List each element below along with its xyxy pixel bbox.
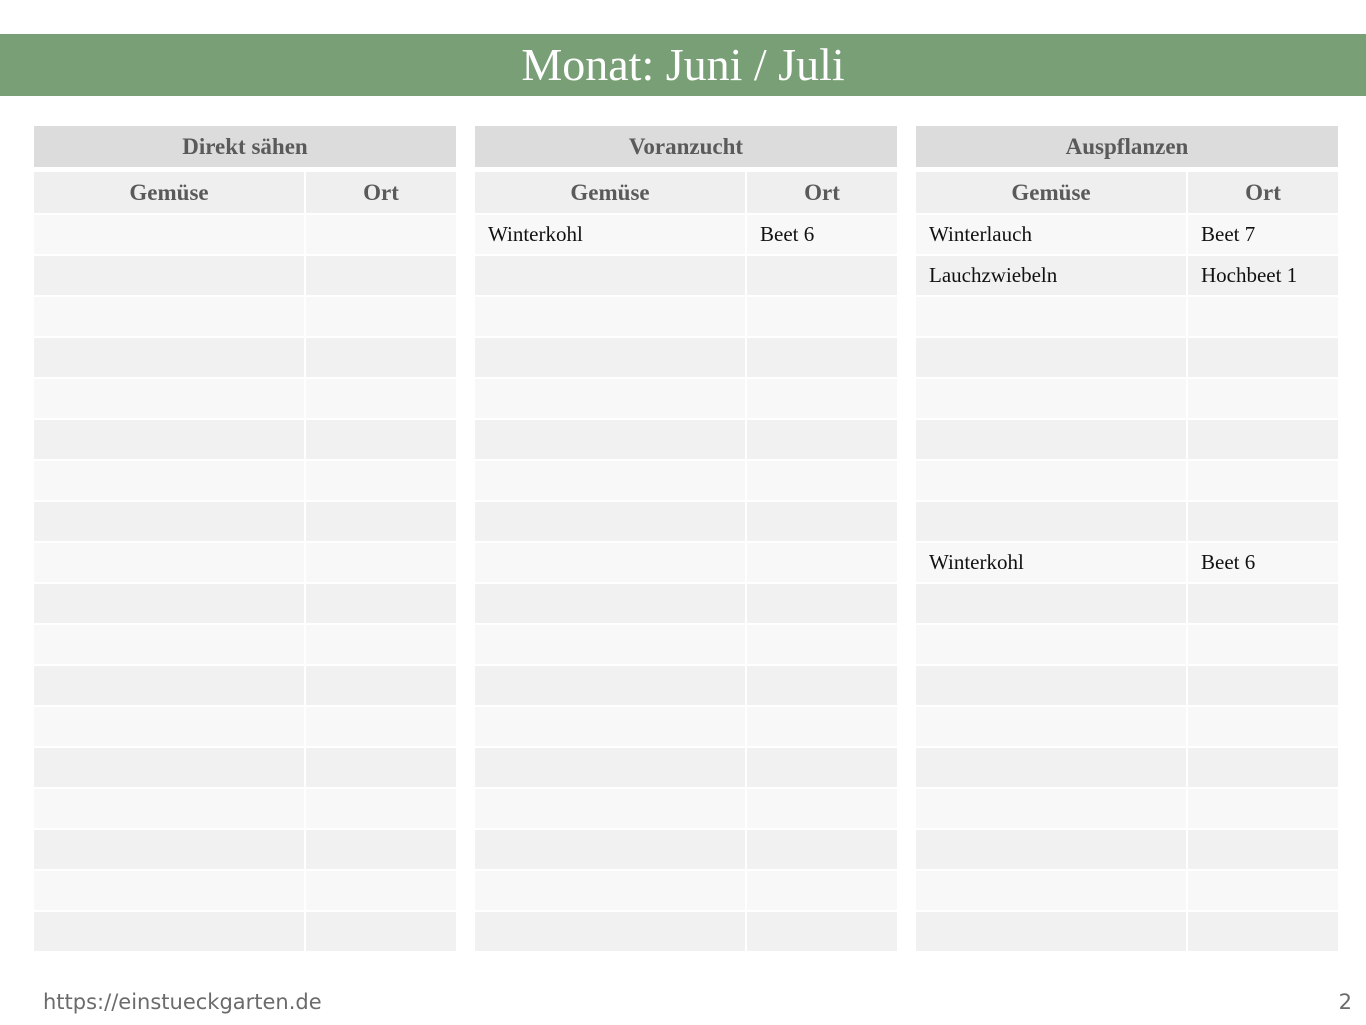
- table-row: [916, 379, 1338, 418]
- cell-location: [306, 256, 456, 295]
- cell-vegetable: [475, 256, 745, 295]
- cell-vegetable: [916, 584, 1186, 623]
- table-row: [34, 379, 456, 418]
- cell-location: [306, 830, 456, 869]
- table-row: [475, 789, 897, 828]
- table-row: [475, 256, 897, 295]
- cell-location: [1188, 748, 1338, 787]
- table-row: [916, 707, 1338, 746]
- table-row: [916, 584, 1338, 623]
- table-row: [475, 215, 897, 254]
- cell-vegetable: Winterkohl: [475, 215, 745, 254]
- cell-location: [306, 625, 456, 664]
- table-row: [475, 830, 897, 869]
- table-row: [916, 338, 1338, 377]
- table-row: [916, 420, 1338, 459]
- cell-vegetable: Winterkohl: [916, 543, 1186, 582]
- table-row: [916, 625, 1338, 664]
- cell-location: [747, 256, 897, 295]
- cell-vegetable: [916, 789, 1186, 828]
- cell-vegetable: [34, 502, 304, 541]
- cell-vegetable: [34, 912, 304, 951]
- cell-vegetable: [34, 666, 304, 705]
- cell-vegetable: [34, 871, 304, 910]
- table-row: [916, 748, 1338, 787]
- column-header-vegetable: Gemüse: [475, 172, 745, 213]
- cell-vegetable: [34, 625, 304, 664]
- cell-vegetable: [475, 338, 745, 377]
- cell-vegetable: [916, 666, 1186, 705]
- cell-vegetable: Winterlauch: [916, 215, 1186, 254]
- table-header: [34, 172, 456, 213]
- cell-location: Beet 6: [1188, 543, 1338, 582]
- cell-location: [747, 584, 897, 623]
- cell-location: [306, 789, 456, 828]
- cell-location: [306, 379, 456, 418]
- cell-vegetable: [34, 707, 304, 746]
- cell-vegetable: [916, 379, 1186, 418]
- table-row: [475, 871, 897, 910]
- cell-location: [1188, 297, 1338, 336]
- cell-vegetable: [475, 379, 745, 418]
- page-number: 2: [1338, 990, 1352, 1014]
- panel-auspflanzen: [916, 126, 1338, 953]
- cell-vegetable: [34, 584, 304, 623]
- cell-location: [747, 543, 897, 582]
- cell-location: [1188, 830, 1338, 869]
- cell-location: [1188, 461, 1338, 500]
- cell-location: [1188, 379, 1338, 418]
- cell-location: [747, 625, 897, 664]
- cell-location: [747, 338, 897, 377]
- table-row: [34, 256, 456, 295]
- cell-location: [1188, 420, 1338, 459]
- cell-location: [747, 666, 897, 705]
- table-row: [34, 543, 456, 582]
- cell-location: [747, 912, 897, 951]
- table-row: [916, 871, 1338, 910]
- cell-vegetable: [916, 871, 1186, 910]
- cell-vegetable: [34, 748, 304, 787]
- cell-vegetable: [475, 871, 745, 910]
- cell-location: [1188, 666, 1338, 705]
- cell-location: [306, 215, 456, 254]
- table-row: [916, 666, 1338, 705]
- table-header: [475, 172, 897, 213]
- table-row: [916, 502, 1338, 541]
- cell-location: [747, 297, 897, 336]
- table-row: [34, 912, 456, 951]
- table-row: [916, 256, 1338, 295]
- cell-vegetable: [34, 830, 304, 869]
- table-row: [34, 830, 456, 869]
- table-row: [475, 379, 897, 418]
- table-row: [34, 338, 456, 377]
- cell-location: [747, 748, 897, 787]
- cell-location: [747, 830, 897, 869]
- cell-vegetable: [475, 707, 745, 746]
- table-row: [475, 707, 897, 746]
- column-header-location: Ort: [306, 172, 456, 213]
- table-row: [916, 912, 1338, 951]
- column-header-location: Ort: [747, 172, 897, 213]
- table-row: [34, 420, 456, 459]
- cell-location: [747, 379, 897, 418]
- cell-location: [1188, 871, 1338, 910]
- cell-vegetable: [916, 420, 1186, 459]
- cell-location: [747, 707, 897, 746]
- column-header-vegetable: Gemüse: [916, 172, 1186, 213]
- cell-vegetable: [475, 748, 745, 787]
- cell-location: [747, 871, 897, 910]
- cell-location: [1188, 584, 1338, 623]
- cell-location: [306, 912, 456, 951]
- cell-location: Beet 6: [747, 215, 897, 254]
- cell-location: [747, 789, 897, 828]
- cell-location: [306, 297, 456, 336]
- cell-location: [747, 502, 897, 541]
- cell-vegetable: [34, 420, 304, 459]
- table-row: [34, 297, 456, 336]
- cell-location: [1188, 707, 1338, 746]
- table-row: [475, 338, 897, 377]
- cell-vegetable: [916, 625, 1186, 664]
- table-row: [475, 461, 897, 500]
- table-row: [34, 584, 456, 623]
- cell-location: [1188, 502, 1338, 541]
- cell-location: [1188, 625, 1338, 664]
- table-row: [34, 707, 456, 746]
- cell-vegetable: Lauchzwiebeln: [916, 256, 1186, 295]
- cell-vegetable: [475, 461, 745, 500]
- table-body: [34, 215, 456, 951]
- table-row: [916, 830, 1338, 869]
- table-row: [916, 297, 1338, 336]
- table-row: [475, 748, 897, 787]
- column-header-vegetable: Gemüse: [34, 172, 304, 213]
- cell-vegetable: [916, 297, 1186, 336]
- cell-vegetable: [475, 912, 745, 951]
- cell-location: [1188, 789, 1338, 828]
- cell-location: Hochbeet 1: [1188, 256, 1338, 295]
- panel-title: Voranzucht: [475, 126, 897, 167]
- panel-title: Direkt sähen: [34, 126, 456, 167]
- table-row: [916, 461, 1338, 500]
- table-row: [34, 871, 456, 910]
- cell-vegetable: [475, 297, 745, 336]
- table-row: [34, 748, 456, 787]
- cell-location: [306, 420, 456, 459]
- cell-vegetable: [475, 830, 745, 869]
- footer-url: https://einstueckgarten.de: [43, 990, 322, 1014]
- cell-vegetable: [475, 543, 745, 582]
- table-row: [34, 502, 456, 541]
- table-row: [34, 215, 456, 254]
- cell-location: [306, 748, 456, 787]
- table-body: [475, 215, 897, 951]
- cell-vegetable: [475, 789, 745, 828]
- cell-vegetable: [475, 502, 745, 541]
- cell-location: [747, 461, 897, 500]
- table-row: [475, 912, 897, 951]
- cell-vegetable: [475, 666, 745, 705]
- cell-vegetable: [916, 912, 1186, 951]
- panel-direkt-saehen: [34, 126, 456, 953]
- cell-vegetable: [34, 297, 304, 336]
- table-row: [916, 789, 1338, 828]
- cell-location: [747, 420, 897, 459]
- cell-vegetable: [475, 584, 745, 623]
- cell-location: [306, 666, 456, 705]
- cell-vegetable: [34, 461, 304, 500]
- cell-vegetable: [475, 420, 745, 459]
- cell-vegetable: [916, 830, 1186, 869]
- table-header: [916, 172, 1338, 213]
- table-row: [916, 215, 1338, 254]
- cell-location: [306, 502, 456, 541]
- cell-location: [306, 871, 456, 910]
- table-row: [34, 666, 456, 705]
- table-row: [475, 625, 897, 664]
- cell-location: [1188, 338, 1338, 377]
- cell-vegetable: [475, 625, 745, 664]
- cell-vegetable: [34, 379, 304, 418]
- table-row: [475, 297, 897, 336]
- table-row: [34, 625, 456, 664]
- table-body: [916, 215, 1338, 951]
- panel-title: Auspflanzen: [916, 126, 1338, 167]
- cell-location: [306, 461, 456, 500]
- table-row: [34, 461, 456, 500]
- cell-location: [1188, 912, 1338, 951]
- cell-location: [306, 584, 456, 623]
- cell-vegetable: [34, 256, 304, 295]
- table-row: [34, 789, 456, 828]
- table-row: [916, 543, 1338, 582]
- panel-voranzucht: [475, 126, 897, 953]
- cell-location: [306, 543, 456, 582]
- cell-vegetable: [916, 707, 1186, 746]
- cell-location: [306, 707, 456, 746]
- cell-vegetable: [916, 502, 1186, 541]
- table-row: [475, 502, 897, 541]
- cell-vegetable: [34, 215, 304, 254]
- table-row: [475, 666, 897, 705]
- table-row: [475, 543, 897, 582]
- cell-vegetable: [916, 748, 1186, 787]
- cell-location: Beet 7: [1188, 215, 1338, 254]
- title-banner: [0, 34, 1366, 96]
- cell-vegetable: [34, 543, 304, 582]
- table-row: [475, 420, 897, 459]
- column-header-location: Ort: [1188, 172, 1338, 213]
- cell-vegetable: [916, 338, 1186, 377]
- table-row: [475, 584, 897, 623]
- page-title: Monat: Juni / Juli: [521, 39, 845, 90]
- cell-vegetable: [34, 789, 304, 828]
- cell-vegetable: [916, 461, 1186, 500]
- cell-location: [306, 338, 456, 377]
- cell-vegetable: [34, 338, 304, 377]
